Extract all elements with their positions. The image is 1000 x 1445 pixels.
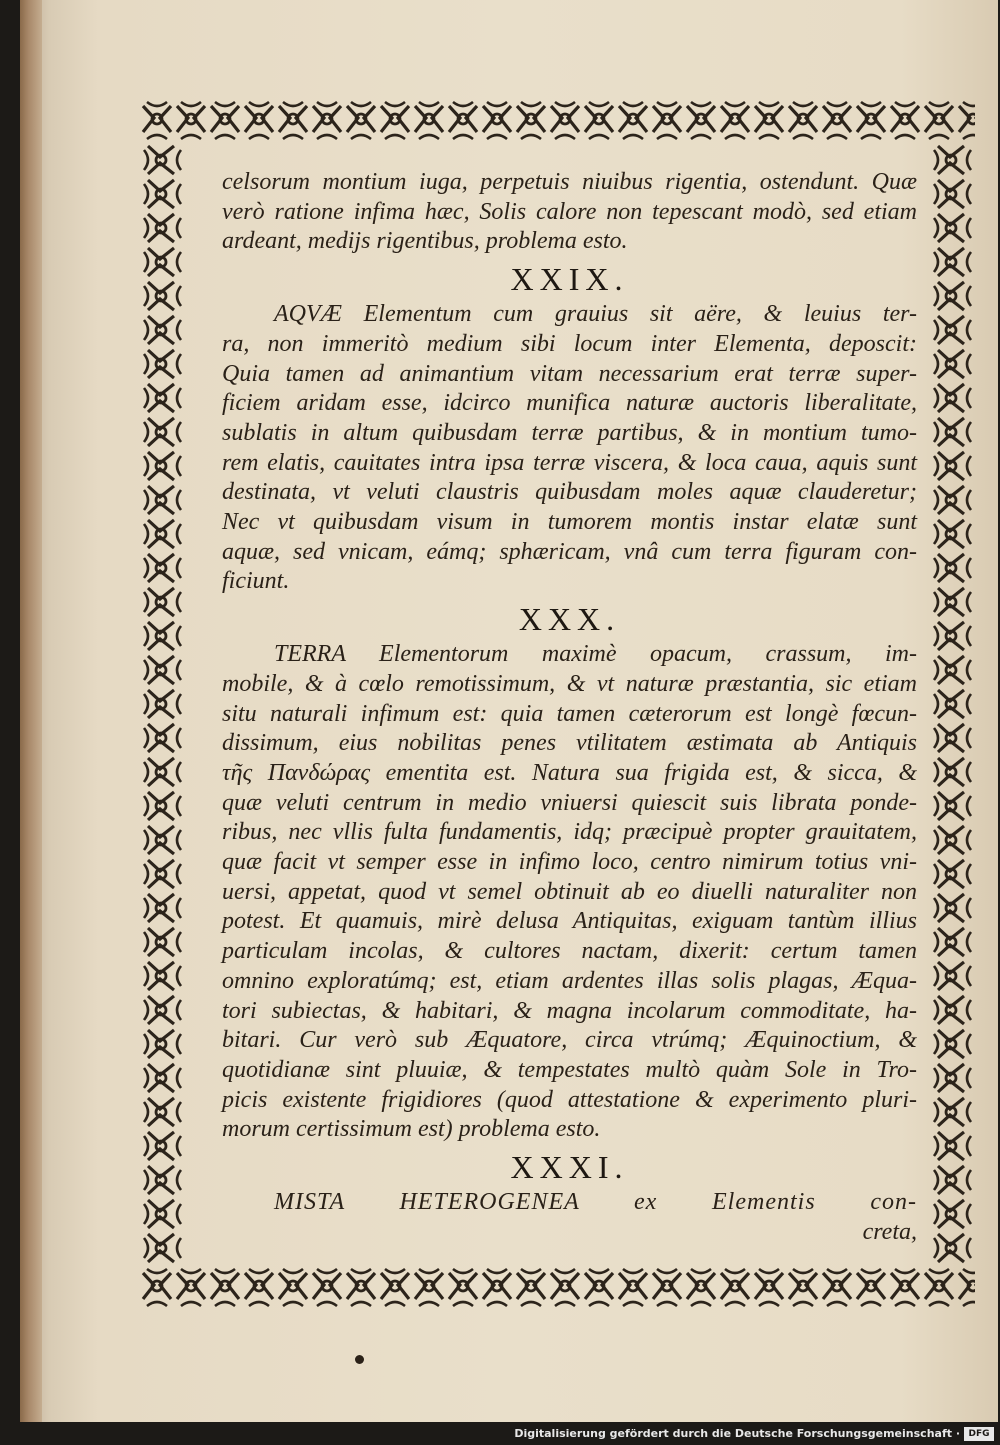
text-line: TERRA Elementorum maximè opacum, crassum, im-	[274, 641, 917, 668]
footer-bar	[0, 1424, 1000, 1445]
text-line: ficiem aridam esse, idcirco munifica naturæ auctoris liberalitate,	[222, 390, 917, 417]
text-line: ardeant, medijs rigentibus, problema esto.	[222, 228, 628, 255]
ink-dot	[355, 1355, 364, 1364]
text-line: omnino exploratúmq; est, etiam ardentes illas solis plagas, Æqua-	[222, 967, 917, 994]
text-line: dissimum, eius nobilitas penes vtilitatem æstimata ab Antiquis	[222, 730, 917, 757]
text-line: morum certissimum est) problema esto.	[222, 1116, 601, 1143]
text-line: ficiunt.	[222, 568, 290, 595]
text-line: quotidianæ sint pluuiæ, & tempestates multò quàm Sole in Tro-	[222, 1056, 917, 1083]
page-spine-shadow	[20, 0, 42, 1422]
text-line: quæ facit vt semper esse in infimo loco, centro nimirum totius vni-	[222, 849, 917, 876]
catchword: creta,	[862, 1218, 917, 1245]
text-line: potest. Et quamuis, mirè delusa Antiquitas, exiguam tantùm illius	[222, 908, 917, 935]
text-line: τῆς Πανδώρας ementita est. Natura sua frigida est, & sicca, &	[222, 759, 917, 786]
text-line: tori subiectas, & habitari, & magna incolarum commoditate, ha-	[222, 997, 917, 1024]
text-line: particulam incolas, & cultores nactam, dixerit: certum tamen	[222, 938, 917, 965]
text-line: destinata, vt veluti claustris quibusdam moles aquæ clauderetur;	[222, 479, 917, 506]
text-line: ribus, nec vllis fulta fundamentis, idq; præcipuè propter grauitatem,	[222, 819, 917, 846]
text-line: uersi, appetat, quod vt semel obtinuit ab eo diuelli naturaliter non	[222, 878, 917, 905]
section-heading-29: XXIX.	[510, 261, 629, 298]
ornament-band-left	[140, 143, 185, 1265]
page-text	[222, 168, 917, 1248]
ornament-band-top	[140, 98, 975, 143]
section-heading-31: XXXI.	[510, 1149, 629, 1186]
text-line: AQVÆ Elementum cum grauius sit aëre, & leuius ter-	[274, 301, 917, 328]
text-line: bitari. Cur verò sub Æquatore, circa vtrúmq; Æquinoctium, &	[222, 1027, 917, 1054]
text-line: aquæ, sed vnicam, eámq; sphæricam, vnâ cum terra figuram con-	[222, 538, 917, 565]
text-line: rem elatis, cauitates intra ipsa terræ viscera, & loca caua, aquis sunt	[222, 449, 917, 476]
text-line: MISTA HETEROGENEA ex Elementis con-	[274, 1189, 917, 1216]
funding-credit: Digitalisierung gefördert durch die Deutsche Forschungsgemeinschaft ·	[514, 1427, 960, 1440]
text-line: picis existente frigidiores (quod attestatione & experimento pluri-	[222, 1086, 917, 1113]
text-line: celsorum montium iuga, perpetuis niuibus rigentia, ostendunt. Quæ	[222, 169, 917, 195]
text-line: mobile, & à cœlo remotissimum, & vt naturæ præstantia, sic etiam	[222, 670, 917, 697]
text-line: Quia tamen ad animantium vitam necessarium erat terræ super-	[222, 360, 917, 387]
text-line: ra, non immeritò medium sibi locum inter Elementa, deposcit:	[222, 330, 917, 357]
text-line: situ naturali infimum est: quia tamen cæterorum est longè fœcun-	[222, 700, 917, 727]
dfg-logo-icon: DFG	[964, 1427, 994, 1441]
text-line: verò ratione infima hæc, Solis calore non tepescant modò, sed etiam	[222, 198, 917, 225]
text-line: quæ veluti centrum in medio vniuersi quiescit suis librata ponde-	[222, 789, 917, 816]
ornament-band-right	[930, 143, 975, 1265]
text-line: sublatis in altum quibusdam terræ partibus, & in montium tumo-	[222, 419, 917, 446]
text-line: Nec vt quibusdam visum in tumorem montis instar elatæ sunt	[222, 509, 917, 536]
section-heading-30: XXX.	[518, 601, 621, 638]
ornament-band-bottom	[140, 1265, 975, 1310]
